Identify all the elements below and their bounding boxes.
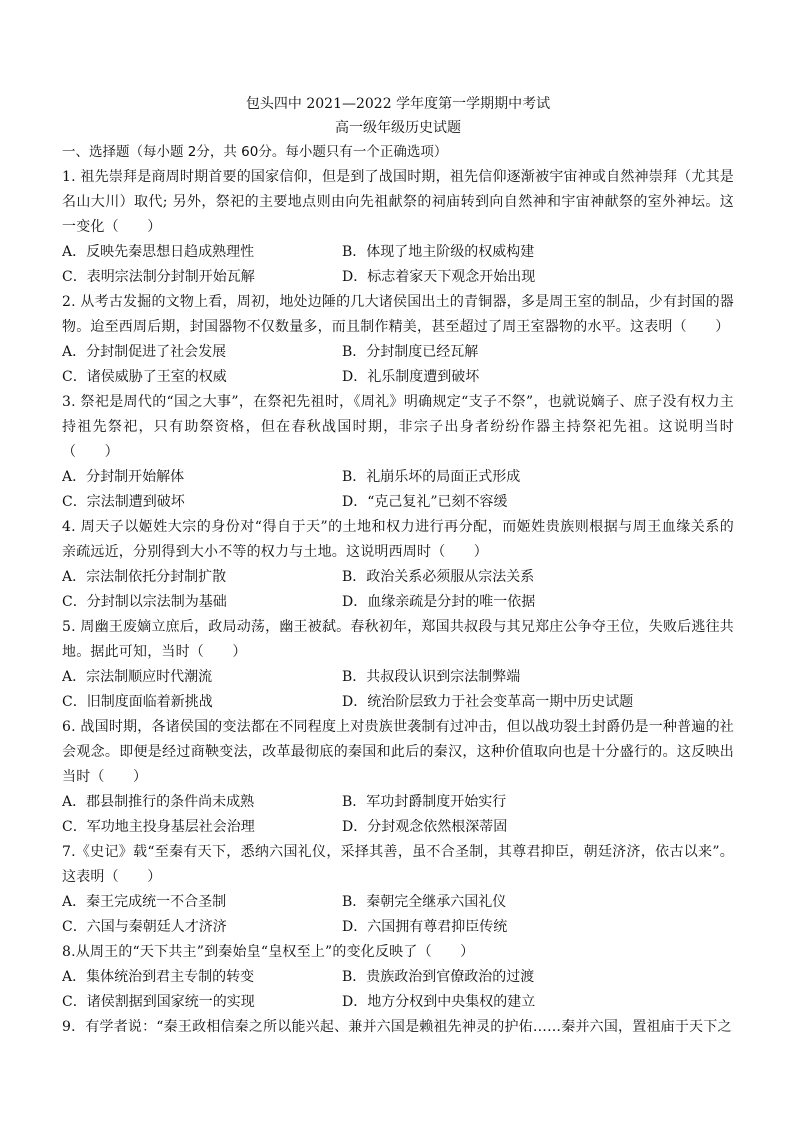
exam-page xyxy=(62,92,734,1040)
option-c: C．六国与秦朝廷人才济济 xyxy=(62,919,227,935)
option-list xyxy=(62,240,734,290)
option-d: D．“克己复礼”已刻不容缓 xyxy=(342,494,508,510)
option-a: A．集体统治到君主专制的转变 xyxy=(62,969,255,985)
option-d: D．分封观念依然根深蒂固 xyxy=(342,819,508,835)
option-list xyxy=(62,790,734,840)
option-list xyxy=(62,665,734,715)
question-stem: 9．有学者说：“秦王政相信秦之所以能兴起、兼并六国是赖祖先神灵的护佑……秦并六国，置祖庙于天下之 xyxy=(62,1019,732,1035)
question-stem: 6. 战国时期，各诸侯国的变法都在不同程度上对贵族世袭制有过冲击，但以战功裂土封爵仍是一种普遍的社会观念。即便是经过商鞅变法，改革最彻底的秦国和此后的秦汉，这种价值取向也是十分盛行的。这反映出当时（ ） xyxy=(62,719,734,785)
exam-title: 包头四中 2021—2022 学年度第一学期期中考试 xyxy=(245,96,551,112)
option-a: A．宗法制顺应时代潮流 xyxy=(62,669,213,685)
option-c: C．分封制以宗法制为基础 xyxy=(62,594,227,610)
option-list xyxy=(62,465,734,515)
question-stem: 8.从周王的“天下共主”到秦始皇“皇权至上”的变化反映了（ ） xyxy=(62,944,475,960)
option-a: A．秦王完成统一不合圣制 xyxy=(62,894,227,910)
question-4 xyxy=(62,515,734,615)
option-b: B．体现了地主阶级的权威构建 xyxy=(342,244,535,260)
option-a: A．反映先秦思想日趋成熟理性 xyxy=(62,244,255,260)
exam-subtitle: 高一级年级历史试题 xyxy=(335,120,461,136)
question-7 xyxy=(62,840,734,940)
option-b: B．贵族政治到官僚政治的过渡 xyxy=(342,969,535,985)
question-2 xyxy=(62,290,734,390)
question-stem: 7.《史记》载“至秦有天下，悉纳六国礼仪，采择其善，虽不合圣制，其尊君抑臣，朝廷济济，依古以来”。这表明（ ） xyxy=(62,844,734,885)
option-a: A．分封制促进了社会发展 xyxy=(62,344,227,360)
option-list xyxy=(62,890,734,940)
option-list xyxy=(62,340,734,390)
option-c: C．军功地主投身基层社会治理 xyxy=(62,819,255,835)
question-stem: 5. 周幽王废嫡立庶后，政局动荡，幽王被弑。春秋初年，郑国共叔段与其兄郑庄公争夺王位，失败后逃往共地。据此可知，当时（ ） xyxy=(62,619,734,660)
question-8 xyxy=(62,940,734,1015)
question-5 xyxy=(62,615,734,715)
option-a: A．宗法制依托分封制扩散 xyxy=(62,569,227,585)
question-stem: 3. 祭祀是周代的“国之大事”，在祭祀先祖时，《周礼》明确规定“支子不祭”，也就说嫡子、庶子没有权力主持祖先祭祀，只有助祭资格，但在春秋战国时期，非宗子出身者纷纷作器主持祭祀先祖。这说明当时（ ） xyxy=(62,394,734,460)
question-stem: 1. 祖先崇拜是商周时期首要的国家信仰，但是到了战国时期，祖先信仰逐渐被宇宙神或自然神崇拜（尤其是名山大川）取代; 另外，祭祀的主要地点则由向先祖献祭的祠庙转到向自然神和宇宙神献祭的室外神坛。这一变化（ ） xyxy=(62,169,734,235)
option-d: D．六国拥有尊君抑臣传统 xyxy=(342,919,508,935)
option-a: A．分封制开始解体 xyxy=(62,469,185,485)
option-b: B．军功封爵制度开始实行 xyxy=(342,794,507,810)
option-a: A．郡县制推行的条件尚未成熟 xyxy=(62,794,255,810)
question-9 xyxy=(62,1015,734,1040)
option-list xyxy=(62,965,734,1015)
option-b: B．政治关系必须服从宗法关系 xyxy=(342,569,535,585)
section-heading: 一、选择题（每小题 2分，共 60分。每小题只有一个正确选项） xyxy=(62,144,448,160)
question-stem: 2. 从考古发掘的文物上看，周初，地处边陲的几大诸侯国出土的青铜器，多是周王室的制品，少有封国的器物。迨至西周后期，封国器物不仅数量多，而且制作精美，甚至超过了周王室器物的水平。这表明（ ） xyxy=(62,294,734,335)
option-d: D．血缘亲疏是分封的唯一依据 xyxy=(342,594,536,610)
option-d: D．标志着家天下观念开始出现 xyxy=(342,269,536,285)
option-c: C．表明宗法制分封制开始瓦解 xyxy=(62,269,255,285)
option-b: B．礼崩乐坏的局面正式形成 xyxy=(342,469,521,485)
option-b: B．共叔段认识到宗法制弊端 xyxy=(342,669,521,685)
option-c: C．宗法制遭到破坏 xyxy=(62,494,185,510)
option-c: C．旧制度面临着新挑战 xyxy=(62,694,213,710)
option-b: B．秦朝完全继承六国礼仪 xyxy=(342,894,507,910)
question-1 xyxy=(62,165,734,290)
option-list xyxy=(62,565,734,615)
option-d: D．地方分权到中央集权的建立 xyxy=(342,994,536,1010)
question-stem: 4. 周天子以姬姓大宗的身份对“得自于天”的土地和权力进行再分配，而姬姓贵族则根据与周王血缘关系的亲疏远近，分别得到大小不等的权力与土地。这说明西周时（ ） xyxy=(62,519,734,560)
option-c: C．诸侯威胁了王室的权威 xyxy=(62,369,227,385)
option-d: D．统治阶层致力于社会变革高一期中历史试题 xyxy=(342,694,634,710)
question-6 xyxy=(62,715,734,840)
question-3 xyxy=(62,390,734,515)
option-b: B．分封制度已经瓦解 xyxy=(342,344,479,360)
option-d: D．礼乐制度遭到破坏 xyxy=(342,369,480,385)
option-c: C．诸侯割据到国家统一的实现 xyxy=(62,994,255,1010)
